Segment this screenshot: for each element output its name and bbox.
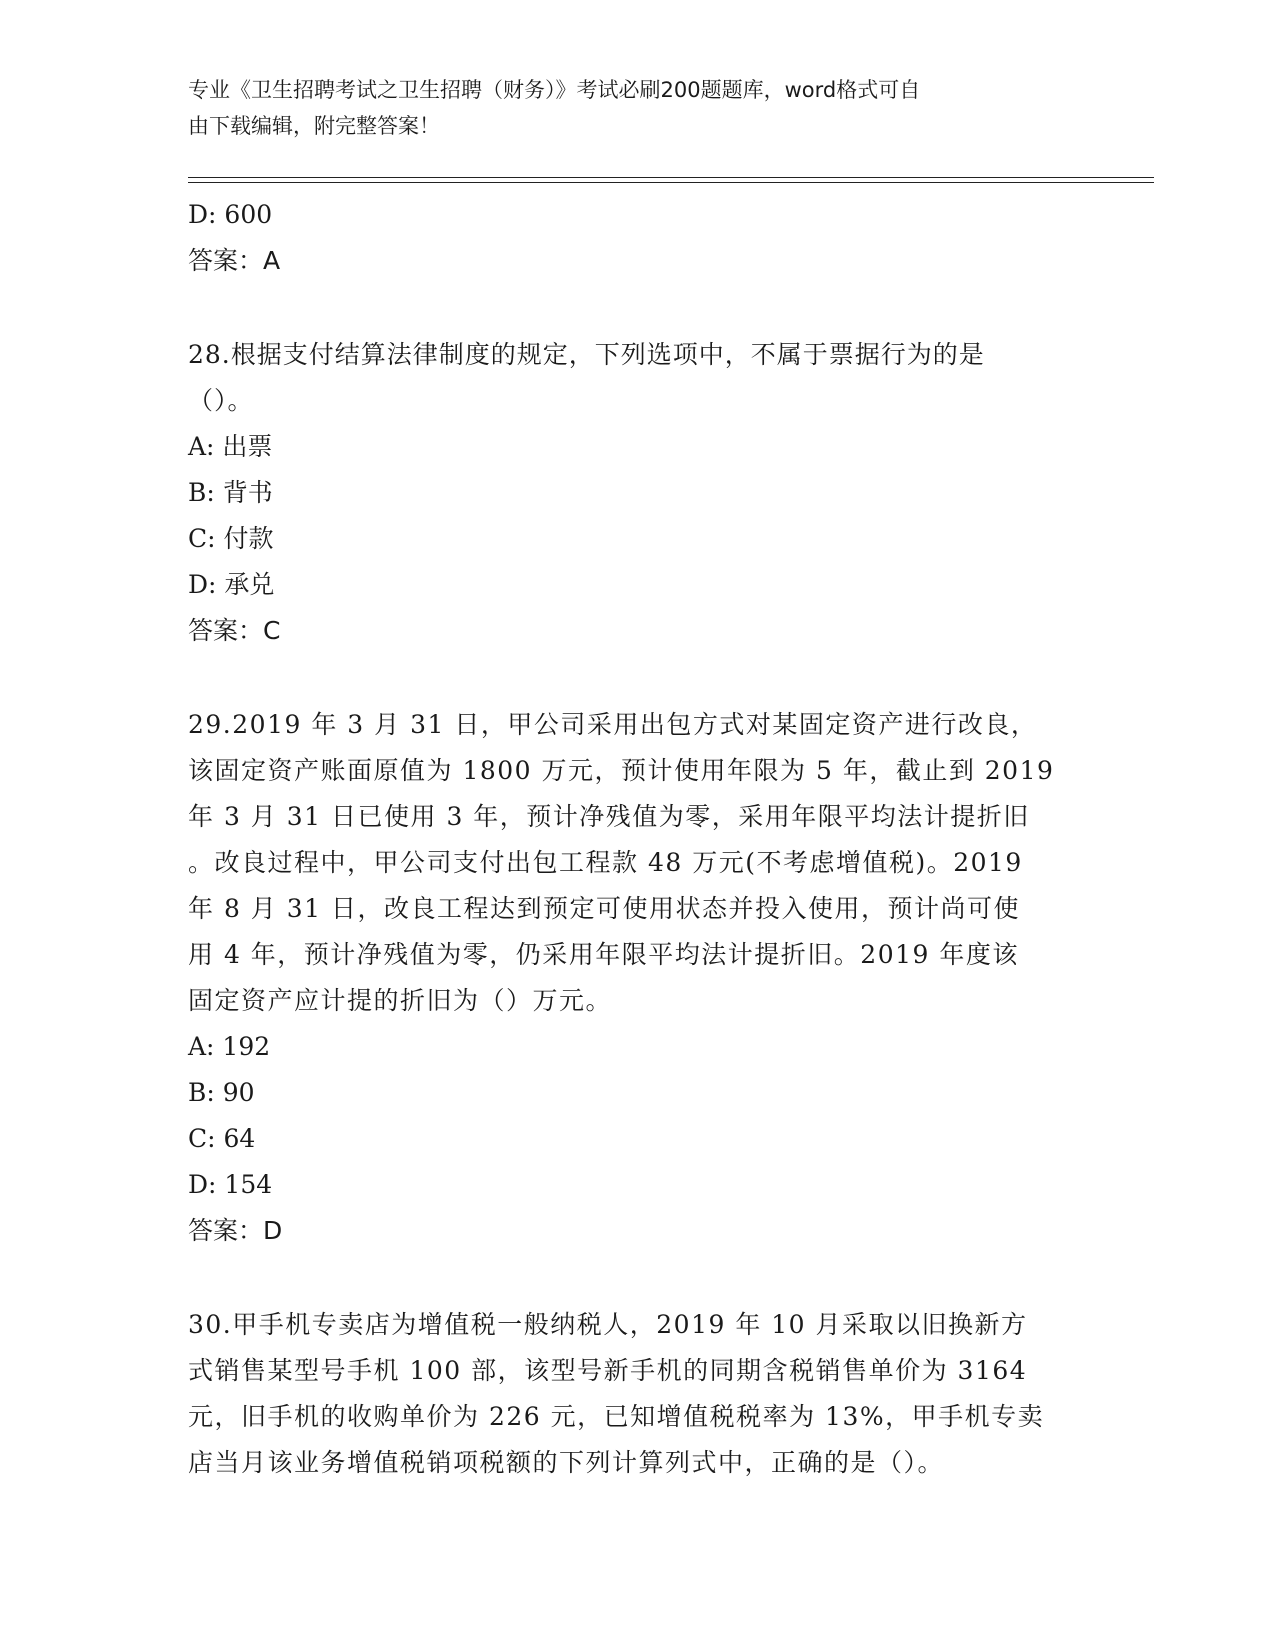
previous-question-tail — [188, 192, 1088, 284]
option-d: D: 154 — [188, 1170, 273, 1199]
option-d: D: 承兑 — [188, 570, 275, 599]
document-header — [188, 72, 1088, 144]
question-text-line: 式销售某型号手机 100 部，该型号新手机的同期含税销售单价为 3164 — [188, 1356, 1028, 1385]
option-a: A: 出票 — [188, 432, 273, 461]
answer: 答案：A — [188, 246, 281, 275]
question-text-line: 30.甲手机专卖店为增值税一般纳税人，2019 年 10 月采取以旧换新方 — [188, 1310, 1028, 1339]
header-divider-bottom — [188, 182, 1154, 183]
question-text-line: 年 3 月 31 日已使用 3 年，预计净残值为零，采用年限平均法计提折旧 — [188, 802, 1030, 831]
question-29 — [188, 702, 1088, 1254]
question-text-line: 。改良过程中，甲公司支付出包工程款 48 万元(不考虑增值税)。2019 — [188, 848, 1023, 877]
question-text-line: 29.2019 年 3 月 31 日，甲公司采用出包方式对某固定资产进行改良， — [188, 710, 1038, 739]
header-divider-top — [188, 177, 1154, 178]
question-text-line: 28.根据支付结算法律制度的规定，下列选项中，不属于票据行为的是 — [188, 340, 985, 369]
question-text-line: 年 8 月 31 日，改良工程达到预定可使用状态并投入使用，预计尚可使 — [188, 894, 1021, 923]
option-d: D: 600 — [188, 200, 273, 229]
document-body — [188, 192, 1088, 1486]
question-text-line: 元，旧手机的收购单价为 226 元，已知增值税税率为 13%，甲手机专卖 — [188, 1402, 1045, 1431]
question-28 — [188, 332, 1088, 654]
answer: 答案：D — [188, 1216, 283, 1245]
question-30 — [188, 1302, 1088, 1486]
option-a: A: 192 — [188, 1032, 271, 1061]
option-c: C: 64 — [188, 1124, 256, 1153]
question-text-line: 用 4 年，预计净残值为零，仍采用年限平均法计提折旧。2019 年度该 — [188, 940, 1019, 969]
option-c: C: 付款 — [188, 524, 274, 553]
option-b: B: 90 — [188, 1078, 255, 1107]
question-text-line: （）。 — [188, 386, 254, 415]
answer: 答案：C — [188, 616, 281, 645]
question-text-line: 固定资产应计提的折旧为（）万元。 — [188, 986, 613, 1015]
question-text-line: 店当月该业务增值税销项税额的下列计算列式中，正确的是（）。 — [188, 1448, 945, 1477]
header-line-2: 由下载编辑，附完整答案！ — [188, 114, 440, 138]
header-line-1: 专业《卫生招聘考试之卫生招聘（财务）》考试必刷200题题库，word格式可自 — [188, 78, 921, 102]
option-b: B: 背书 — [188, 478, 273, 507]
question-text-line: 该固定资产账面原值为 1800 万元，预计使用年限为 5 年，截止到 2019 — [188, 756, 1055, 785]
